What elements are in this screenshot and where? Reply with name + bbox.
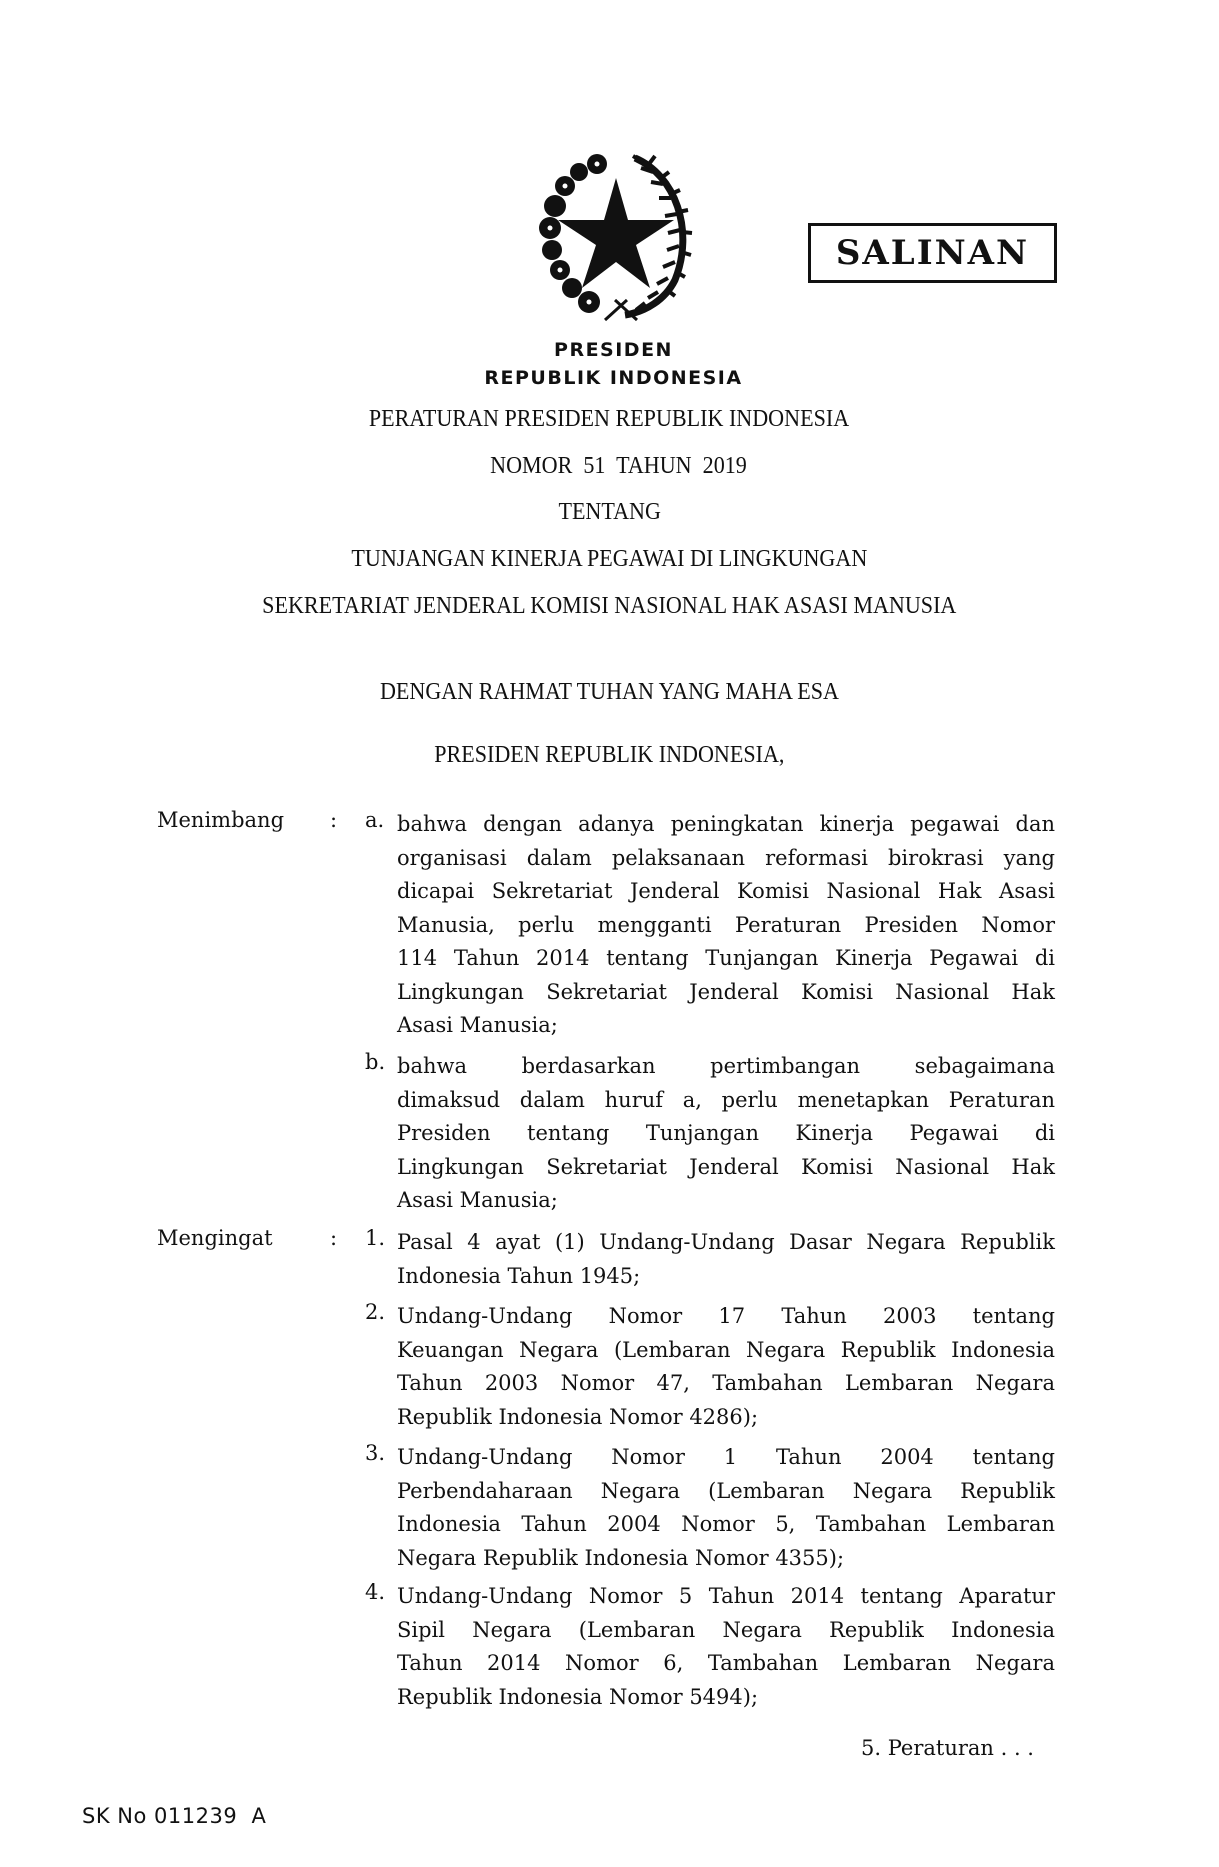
text-line: Keuangan Negara (Lembaran Negara Republik Indonesia	[397, 1337, 1055, 1362]
salinan-label: SALINAN	[835, 233, 1030, 273]
text-line: Asasi Manusia;	[397, 1013, 558, 1037]
mengingat-colon: :	[330, 1226, 338, 1250]
text-line: Tahun 2014 Nomor 6, Tambahan Lembaran Negara	[397, 1651, 1055, 1675]
text-line: Lingkungan Sekretariat Jenderal Komisi Nasional Hak	[397, 1154, 1055, 1179]
text-line: Tahun 2003 Nomor 47, Tambahan Lembaran Negara	[397, 1371, 1055, 1395]
tentang-heading	[0, 499, 1219, 526]
star-wreath-icon	[535, 150, 697, 322]
mengingat-item-4	[397, 1580, 1055, 1714]
continuation-marker: 5. Peraturan . . .	[861, 1736, 1034, 1760]
number-line: NOMOR 51 TAHUN 2019	[490, 453, 747, 479]
text-line: Indonesia Tahun 2004 Nomor 5, Tambahan Lembaran	[397, 1512, 1055, 1536]
item-marker-1: 1.	[365, 1226, 386, 1250]
text-line: Pasal 4 ayat (1) Undang-Undang Dasar Negara Republik	[397, 1230, 1055, 1254]
text-line: Sipil Negara (Lembaran Negara Republik Indonesia	[397, 1617, 1055, 1642]
text-line: dicapai Sekretariat Jenderal Komisi Nasional Hak Asasi	[397, 879, 1055, 903]
menimbang-item-a	[397, 808, 1055, 1043]
menimbang-label: Menimbang	[157, 808, 285, 832]
mengingat-item-3	[397, 1441, 1055, 1575]
text-line: Republik Indonesia Nomor 4286);	[397, 1404, 759, 1429]
item-marker-a: a.	[365, 808, 385, 832]
text-line: Manusia, perlu mengganti Peraturan Presiden Nomor	[397, 912, 1055, 937]
text-line: Negara Republik Indonesia Nomor 4355);	[397, 1545, 845, 1570]
issuer-text: PRESIDEN REPUBLIK INDONESIA,	[434, 742, 785, 768]
text-line: 114 Tahun 2014 tentang Tunjangan Kinerja Pegawai di	[397, 946, 1055, 970]
item-marker-3: 3.	[365, 1441, 386, 1465]
menimbang-item-b	[397, 1050, 1055, 1218]
issuer	[0, 742, 1219, 769]
text-line: Undang-Undang Nomor 5 Tahun 2014 tentang Aparatur	[397, 1584, 1055, 1608]
office-header-presiden: PRESIDEN	[554, 339, 673, 361]
text-line: bahwa dengan adanya peningkatan kinerja pegawai dan	[397, 812, 1055, 836]
presidential-seal-icon	[535, 150, 697, 322]
salinan-stamp	[808, 223, 1057, 283]
office-header-republik: REPUBLIK INDONESIA	[484, 367, 743, 389]
regulation-number	[0, 453, 1219, 480]
mengingat-label: Mengingat	[157, 1226, 273, 1250]
invocation-text: DENGAN RAHMAT TUHAN YANG MAHA ESA	[379, 679, 839, 705]
item-marker-4: 4.	[365, 1580, 386, 1604]
text-line: Indonesia Tahun 1945;	[397, 1263, 641, 1288]
menimbang-colon: :	[330, 808, 338, 832]
title-line: PERATURAN PRESIDEN REPUBLIK INDONESIA	[369, 406, 850, 432]
text-line: Undang-Undang Nomor 1 Tahun 2004 tentang	[397, 1445, 1055, 1469]
mengingat-item-1	[397, 1226, 1055, 1293]
text-line: bahwa berdasarkan pertimbangan sebagaimana	[397, 1054, 1055, 1078]
invocation	[0, 679, 1219, 706]
text-line: Asasi Manusia;	[397, 1188, 558, 1212]
subject-line-2	[0, 593, 1219, 620]
subject-text-1: TUNJANGAN KINERJA PEGAWAI DI LINGKUNGAN	[351, 546, 868, 572]
text-line: Lingkungan Sekretariat Jenderal Komisi Nasional Hak	[397, 979, 1055, 1004]
text-line: organisasi dalam pelaksanaan reformasi birokrasi yang	[397, 845, 1055, 870]
text-line: Presiden tentang Tunjangan Kinerja Pegawai di	[397, 1121, 1055, 1145]
text-line: Perbendaharaan Negara (Lembaran Negara Republik	[397, 1478, 1055, 1503]
regulation-title	[0, 406, 1219, 433]
text-line: dimaksud dalam huruf a, perlu menetapkan Peraturan	[397, 1087, 1055, 1112]
subject-text-2: SEKRETARIAT JENDERAL KOMISI NASIONAL HAK ASASI MANUSIA	[262, 593, 957, 619]
item-marker-b: b.	[365, 1050, 386, 1074]
mengingat-item-2	[397, 1300, 1055, 1434]
text-line: Undang-Undang Nomor 17 Tahun 2003 tentang	[397, 1304, 1055, 1328]
text-line: Republik Indonesia Nomor 5494);	[397, 1684, 759, 1709]
subject-line-1	[0, 546, 1219, 573]
tentang-line: TENTANG	[558, 499, 661, 525]
serial-number: SK No 011239 A	[82, 1804, 267, 1828]
item-marker-2: 2.	[365, 1300, 386, 1324]
